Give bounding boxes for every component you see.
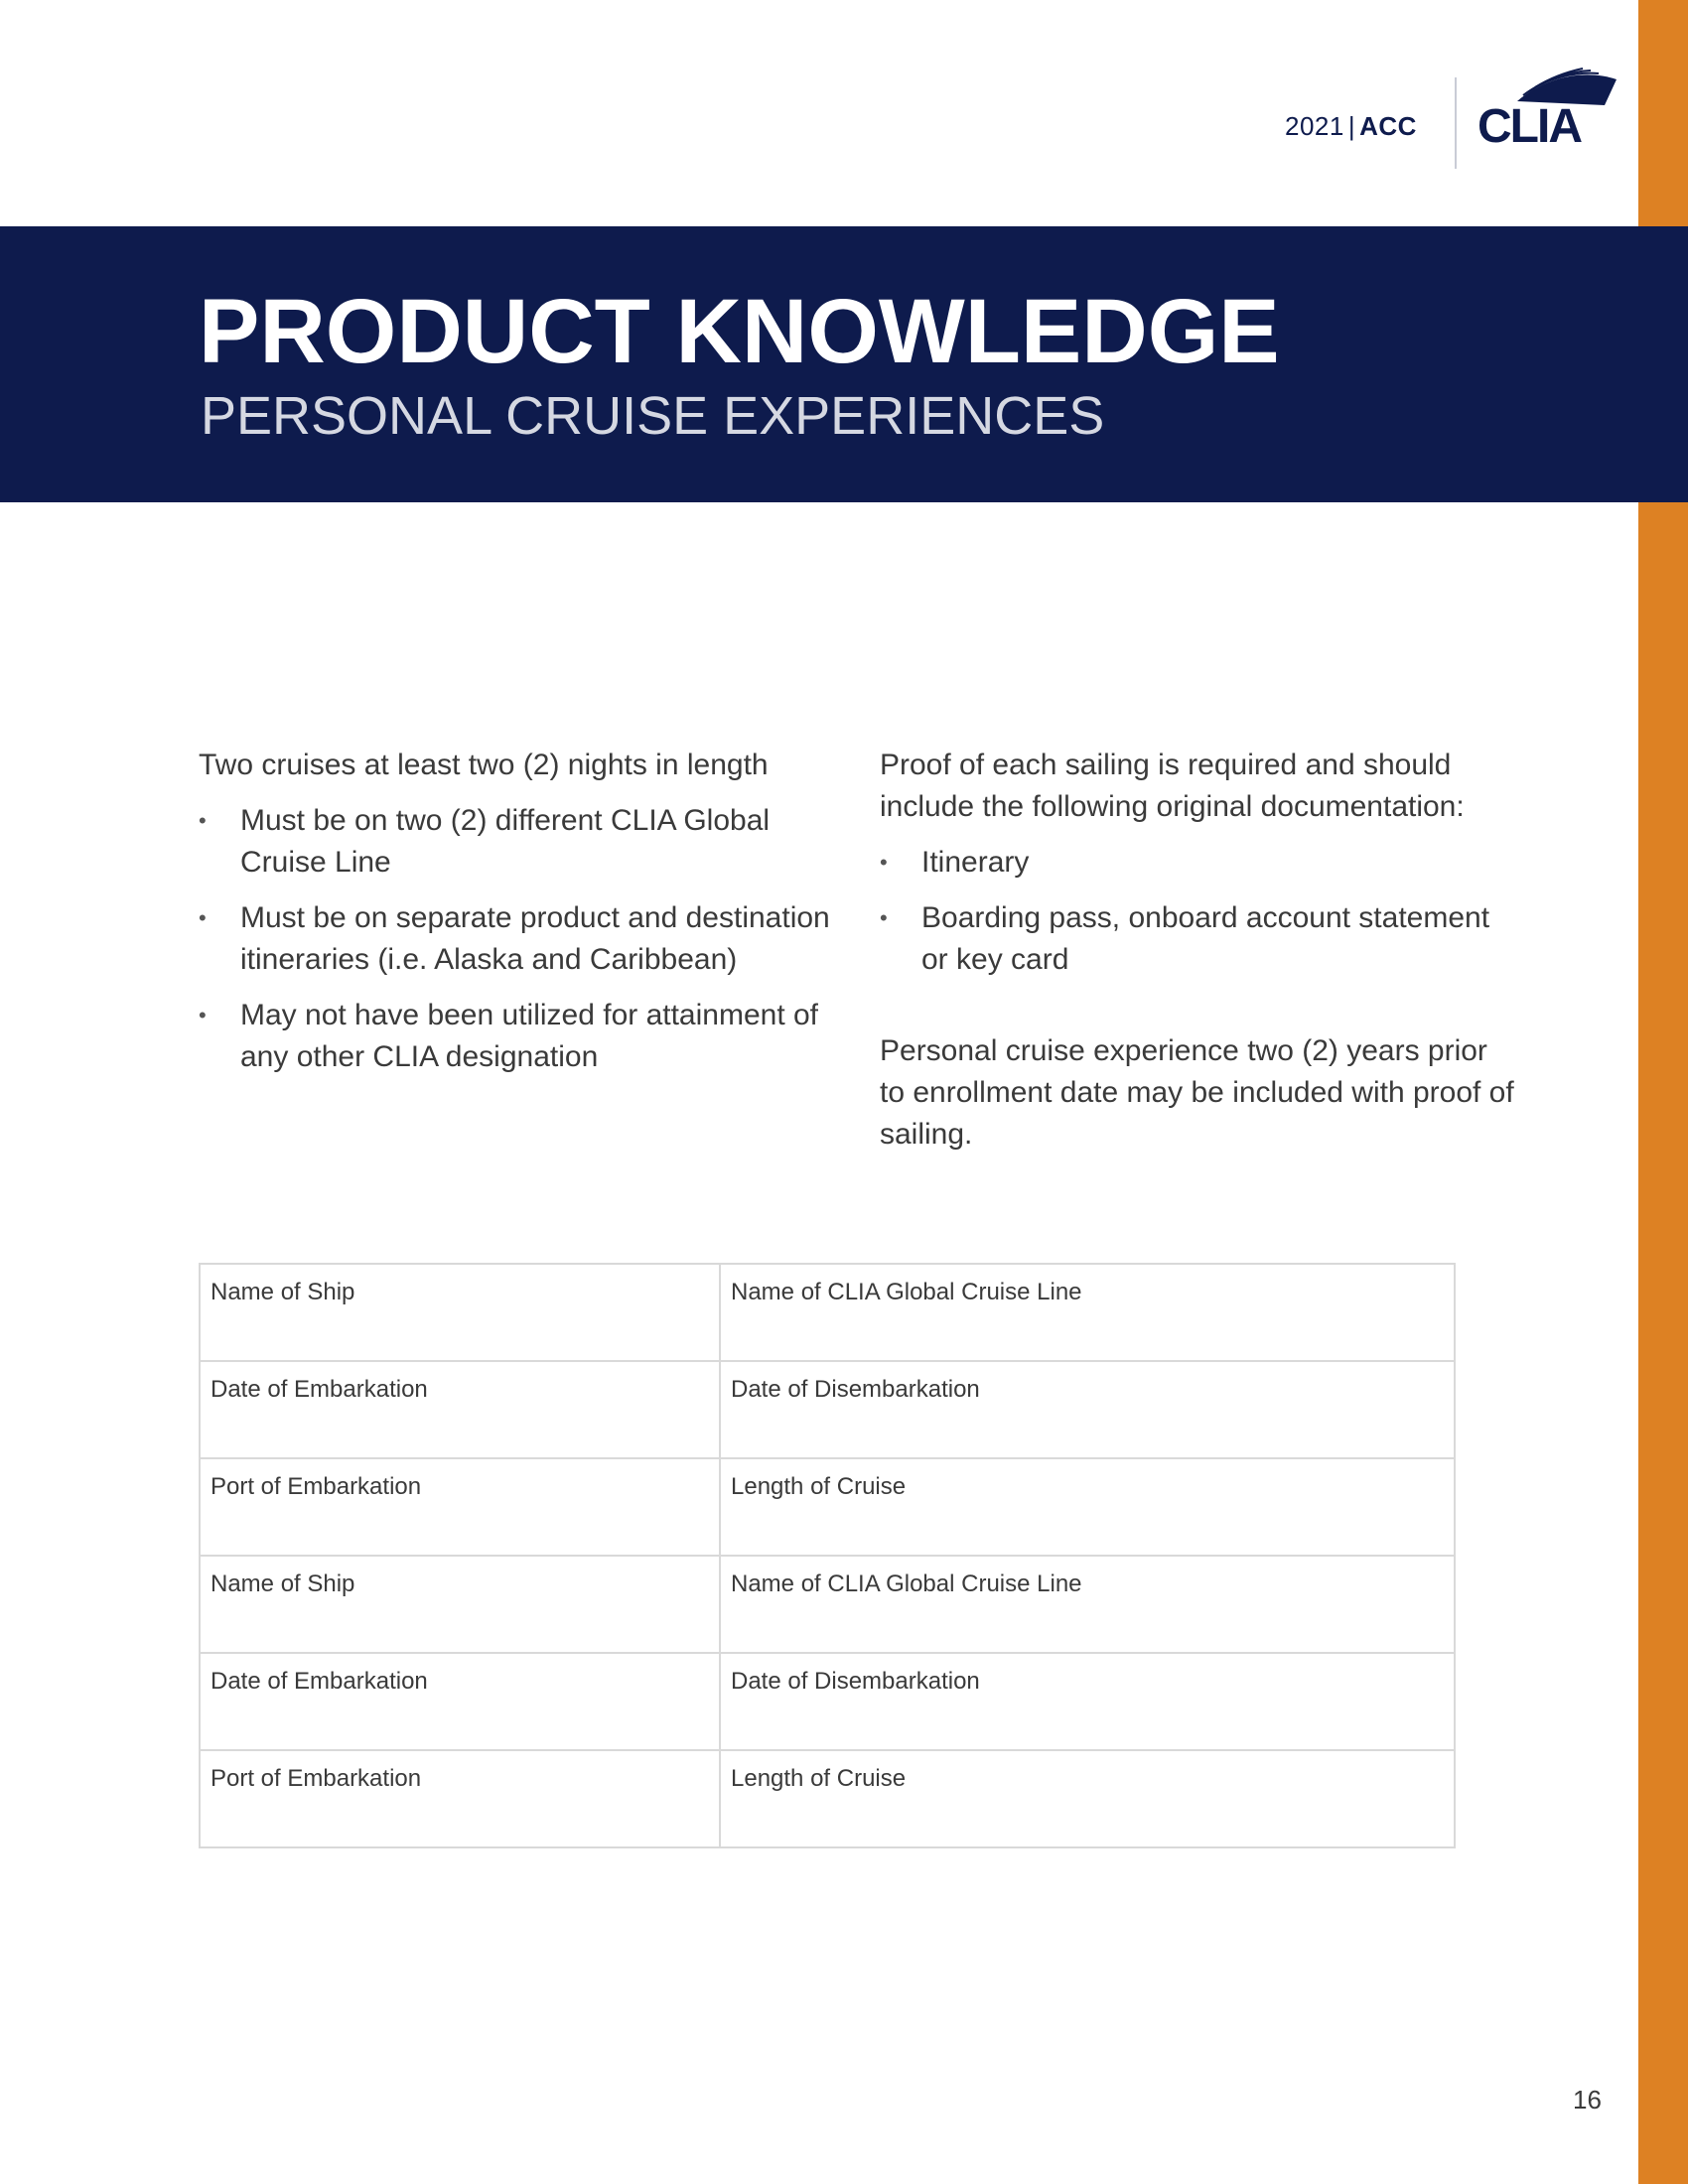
- requirements-intro: Two cruises at least two (2) nights in length: [199, 749, 769, 781]
- table-row: [200, 1556, 1455, 1653]
- header-year: 2021: [1285, 111, 1344, 141]
- form-field-cruise-length[interactable]: Length of Cruise: [720, 1750, 1455, 1847]
- logo-wordmark: CLIA: [1477, 100, 1581, 153]
- page-number: 16: [1573, 2085, 1602, 2115]
- requirements-column: [199, 745, 834, 1092]
- form-field-disembarkation-date[interactable]: Date of Disembarkation: [720, 1653, 1455, 1750]
- form-field-embarkation-port[interactable]: Port of Embarkation: [200, 1750, 720, 1847]
- table-row: [200, 1264, 1455, 1361]
- form-field-ship-name[interactable]: Name of Ship: [200, 1556, 720, 1653]
- form-field-cruise-line[interactable]: Name of CLIA Global Cruise Line: [720, 1264, 1455, 1361]
- list-item: • Must be on separate product and destination itineraries (i.e. Alaska and Caribbean): [199, 897, 834, 981]
- requirements-list: [199, 800, 834, 1078]
- header-program: ACC: [1359, 111, 1417, 141]
- list-item: • Must be on two (2) different CLIA Global Cruise Line: [199, 800, 834, 884]
- page-subtitle: PERSONAL CRUISE EXPERIENCES: [201, 386, 1105, 446]
- proof-list: [880, 842, 1515, 981]
- page-title: PRODUCT KNOWLEDGE: [199, 281, 1280, 382]
- list-item: • Itinerary: [880, 842, 1515, 884]
- proof-intro: Proof of each sailing is required and should include the following original documentation:: [880, 749, 1465, 823]
- clia-logo: [1477, 66, 1620, 155]
- form-field-disembarkation-date[interactable]: Date of Disembarkation: [720, 1361, 1455, 1458]
- table-row: [200, 1653, 1455, 1750]
- form-field-cruise-length[interactable]: Length of Cruise: [720, 1458, 1455, 1556]
- table-row: [200, 1458, 1455, 1556]
- document-header-label: [1285, 111, 1417, 142]
- bullet-icon: •: [199, 905, 207, 930]
- table-row: [200, 1361, 1455, 1458]
- bullet-icon: •: [199, 808, 207, 833]
- header-separator: |: [1347, 111, 1356, 141]
- form-field-embarkation-date[interactable]: Date of Embarkation: [200, 1361, 720, 1458]
- bullet-icon: •: [199, 1003, 207, 1027]
- list-item: • Boarding pass, onboard account statement or key card: [880, 897, 1515, 981]
- form-field-embarkation-date[interactable]: Date of Embarkation: [200, 1653, 720, 1750]
- form-field-embarkation-port[interactable]: Port of Embarkation: [200, 1458, 720, 1556]
- form-field-ship-name[interactable]: Name of Ship: [200, 1264, 720, 1361]
- list-item: • May not have been utilized for attainment of any other CLIA designation: [199, 995, 834, 1078]
- bullet-icon: •: [880, 850, 888, 875]
- bullet-icon: •: [880, 905, 888, 930]
- proof-column: [880, 745, 1515, 1156]
- cruise-experience-form: [199, 1263, 1456, 1848]
- form-field-cruise-line[interactable]: Name of CLIA Global Cruise Line: [720, 1556, 1455, 1653]
- prior-experience-note: Personal cruise experience two (2) years prior to enrollment date may be included with proof of sailing.: [880, 1034, 1514, 1151]
- header-divider: [1455, 77, 1457, 169]
- table-row: [200, 1750, 1455, 1847]
